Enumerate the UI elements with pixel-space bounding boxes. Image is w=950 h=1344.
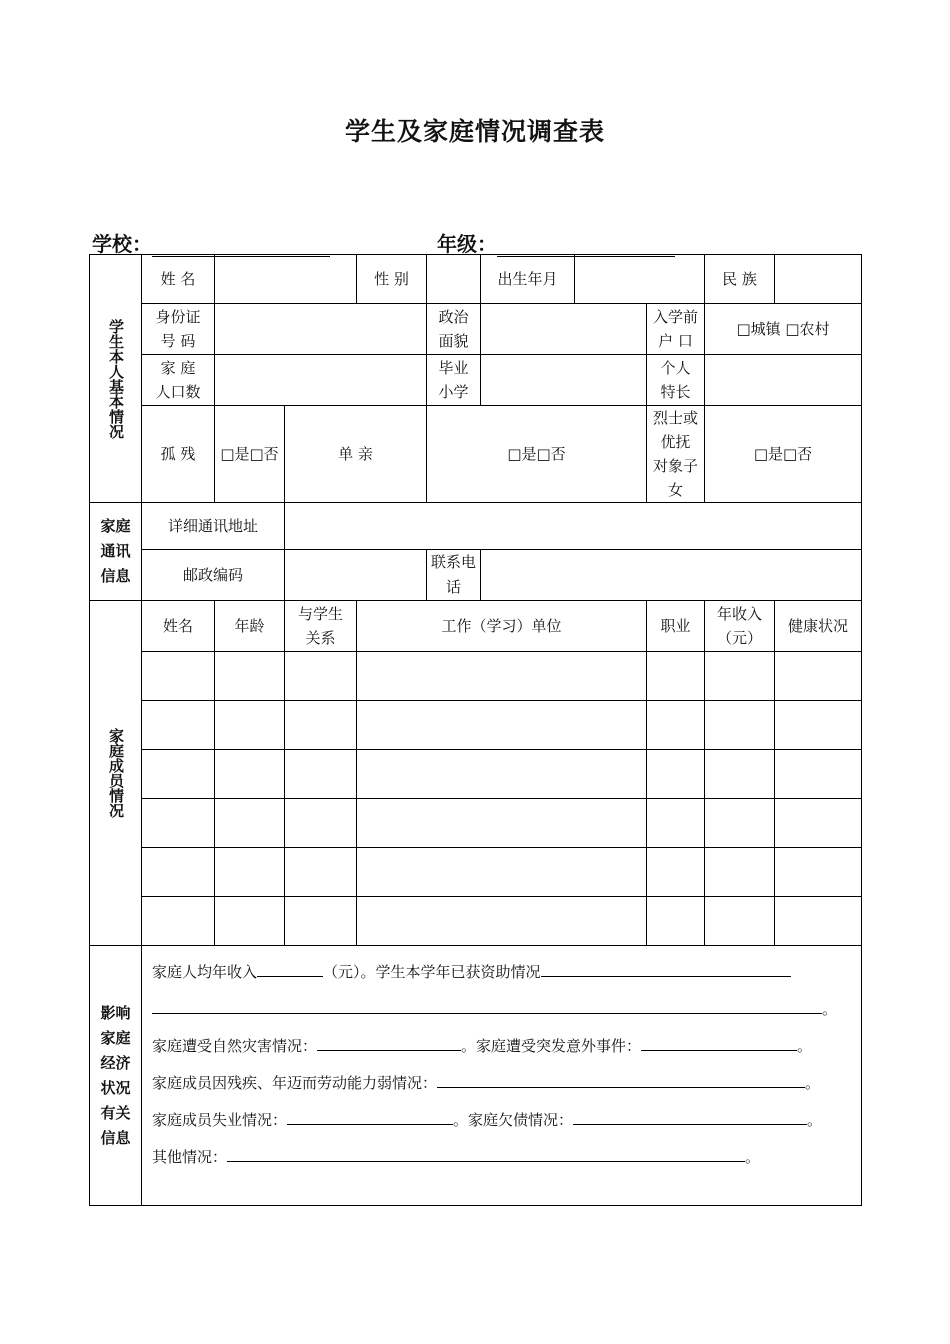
birth-label: 出生年月 [481, 255, 575, 304]
debt-input[interactable] [573, 1110, 807, 1125]
single-parent-label: 单 亲 [285, 406, 427, 503]
hukou-label: 入学前 户 口 [647, 304, 705, 355]
martyr-label: 烈士或优抚 对象子女 [647, 406, 705, 503]
disability-line: 家庭成员因残疾、年迈而劳动能力弱情况： 。 [152, 1074, 821, 1092]
address-field[interactable] [285, 503, 862, 550]
martyr-options[interactable]: □是□否 [705, 406, 862, 503]
id-field[interactable] [215, 304, 427, 355]
member-cell[interactable] [775, 799, 862, 848]
member-cell[interactable] [215, 652, 285, 701]
address-label: 详细通讯地址 [142, 503, 285, 550]
member-cell[interactable] [647, 750, 705, 799]
birth-field[interactable] [575, 255, 705, 304]
name-label: 姓 名 [142, 255, 215, 304]
member-cell[interactable] [285, 848, 357, 897]
member-cell[interactable] [647, 701, 705, 750]
school-header [92, 228, 330, 257]
talent-field[interactable] [705, 355, 862, 406]
school-label: 学校： [92, 232, 152, 256]
member-cell[interactable] [285, 652, 357, 701]
basic-section-label: 学生本人基本情况 [90, 255, 142, 503]
member-cell[interactable] [705, 652, 775, 701]
member-cell[interactable] [775, 750, 862, 799]
member-cell[interactable] [215, 897, 285, 946]
family-size-field[interactable] [215, 355, 427, 406]
member-cell[interactable] [775, 897, 862, 946]
primary-school-label: 毕业 小学 [427, 355, 481, 406]
political-field[interactable] [481, 304, 647, 355]
other-line: 其他情况： 。 [152, 1148, 761, 1166]
member-cell[interactable] [647, 848, 705, 897]
member-cell[interactable] [285, 701, 357, 750]
contact-section-label: 家庭 通讯 信息 [90, 503, 142, 601]
col-relation: 与学生 关系 [285, 601, 357, 652]
col-health: 健康状况 [775, 601, 862, 652]
member-cell[interactable] [775, 652, 862, 701]
member-cell[interactable] [142, 897, 215, 946]
member-cell[interactable] [285, 750, 357, 799]
economy-info [142, 946, 862, 1206]
member-cell[interactable] [142, 652, 215, 701]
member-cell[interactable] [285, 799, 357, 848]
member-cell[interactable] [705, 750, 775, 799]
grade-label: 年级： [437, 232, 497, 256]
accident-input[interactable] [641, 1036, 797, 1051]
member-row [90, 799, 862, 848]
hukou-options[interactable]: □城镇 □农村 [705, 304, 862, 355]
orphan-label: 孤 残 [142, 406, 215, 503]
disaster-line: 家庭遭受自然灾害情况： 。家庭遭受突发意外事件： 。 [152, 1037, 813, 1055]
phone-field[interactable] [481, 550, 862, 601]
name-field[interactable] [215, 255, 357, 304]
member-cell[interactable] [775, 848, 862, 897]
member-cell[interactable] [705, 897, 775, 946]
economy-section-label: 影响 家庭 经济 状况 有关 信息 [90, 946, 142, 1206]
orphan-options[interactable]: □是□否 [215, 406, 285, 503]
member-row [90, 897, 862, 946]
member-cell[interactable] [647, 799, 705, 848]
phone-label: 联系电话 [427, 550, 481, 601]
member-cell[interactable] [357, 652, 647, 701]
gender-field[interactable] [427, 255, 481, 304]
member-row [90, 652, 862, 701]
col-workplace: 工作（学习）单位 [357, 601, 647, 652]
member-cell[interactable] [705, 799, 775, 848]
member-cell[interactable] [142, 750, 215, 799]
member-cell[interactable] [142, 799, 215, 848]
member-cell[interactable] [705, 848, 775, 897]
col-name: 姓名 [142, 601, 215, 652]
other-input[interactable] [227, 1147, 745, 1162]
page-title: 学生及家庭情况调查表 [344, 117, 605, 146]
postcode-field[interactable] [285, 550, 427, 601]
member-cell[interactable] [357, 750, 647, 799]
member-cell[interactable] [215, 799, 285, 848]
member-cell[interactable] [775, 701, 862, 750]
col-age: 年龄 [215, 601, 285, 652]
unemployment-line: 家庭成员失业情况： 。家庭欠债情况： 。 [152, 1111, 823, 1129]
col-occupation: 职业 [647, 601, 705, 652]
gender-label: 性 别 [357, 255, 427, 304]
talent-label: 个人 特长 [647, 355, 705, 406]
survey-table [89, 254, 862, 1206]
id-label: 身份证 号 码 [142, 304, 215, 355]
member-row [90, 848, 862, 897]
family-size-label: 家 庭 人口数 [142, 355, 215, 406]
ethnicity-field[interactable] [775, 255, 862, 304]
primary-school-field[interactable] [481, 355, 647, 406]
aid-input[interactable] [541, 962, 791, 977]
member-cell[interactable] [215, 750, 285, 799]
member-cell[interactable] [142, 701, 215, 750]
single-parent-options[interactable]: □是□否 [427, 406, 647, 503]
member-cell[interactable] [142, 848, 215, 897]
unemployment-input[interactable] [287, 1110, 453, 1125]
member-cell[interactable] [357, 799, 647, 848]
postcode-label: 邮政编码 [142, 550, 285, 601]
member-cell[interactable] [647, 897, 705, 946]
aid-continued-line: 。 [152, 991, 861, 1028]
income-input[interactable] [257, 962, 323, 977]
member-cell[interactable] [215, 701, 285, 750]
member-cell[interactable] [357, 848, 647, 897]
grade-header [437, 228, 675, 257]
col-income: 年收入 （元） [705, 601, 775, 652]
member-cell[interactable] [647, 652, 705, 701]
member-row [90, 750, 862, 799]
income-line: 家庭人均年收入 （元）。学生本学年已获资助情况 [152, 954, 861, 991]
disaster-input[interactable] [317, 1036, 461, 1051]
disability-input[interactable] [437, 1073, 805, 1088]
member-cell[interactable] [357, 897, 647, 946]
member-cell[interactable] [357, 701, 647, 750]
aid-input-cont[interactable] [152, 999, 822, 1014]
member-cell[interactable] [285, 897, 357, 946]
members-section-label: 家庭成员情况 [90, 601, 142, 946]
ethnicity-label: 民 族 [705, 255, 775, 304]
member-cell[interactable] [215, 848, 285, 897]
member-cell[interactable] [705, 701, 775, 750]
member-row [90, 701, 862, 750]
political-label: 政治 面貌 [427, 304, 481, 355]
